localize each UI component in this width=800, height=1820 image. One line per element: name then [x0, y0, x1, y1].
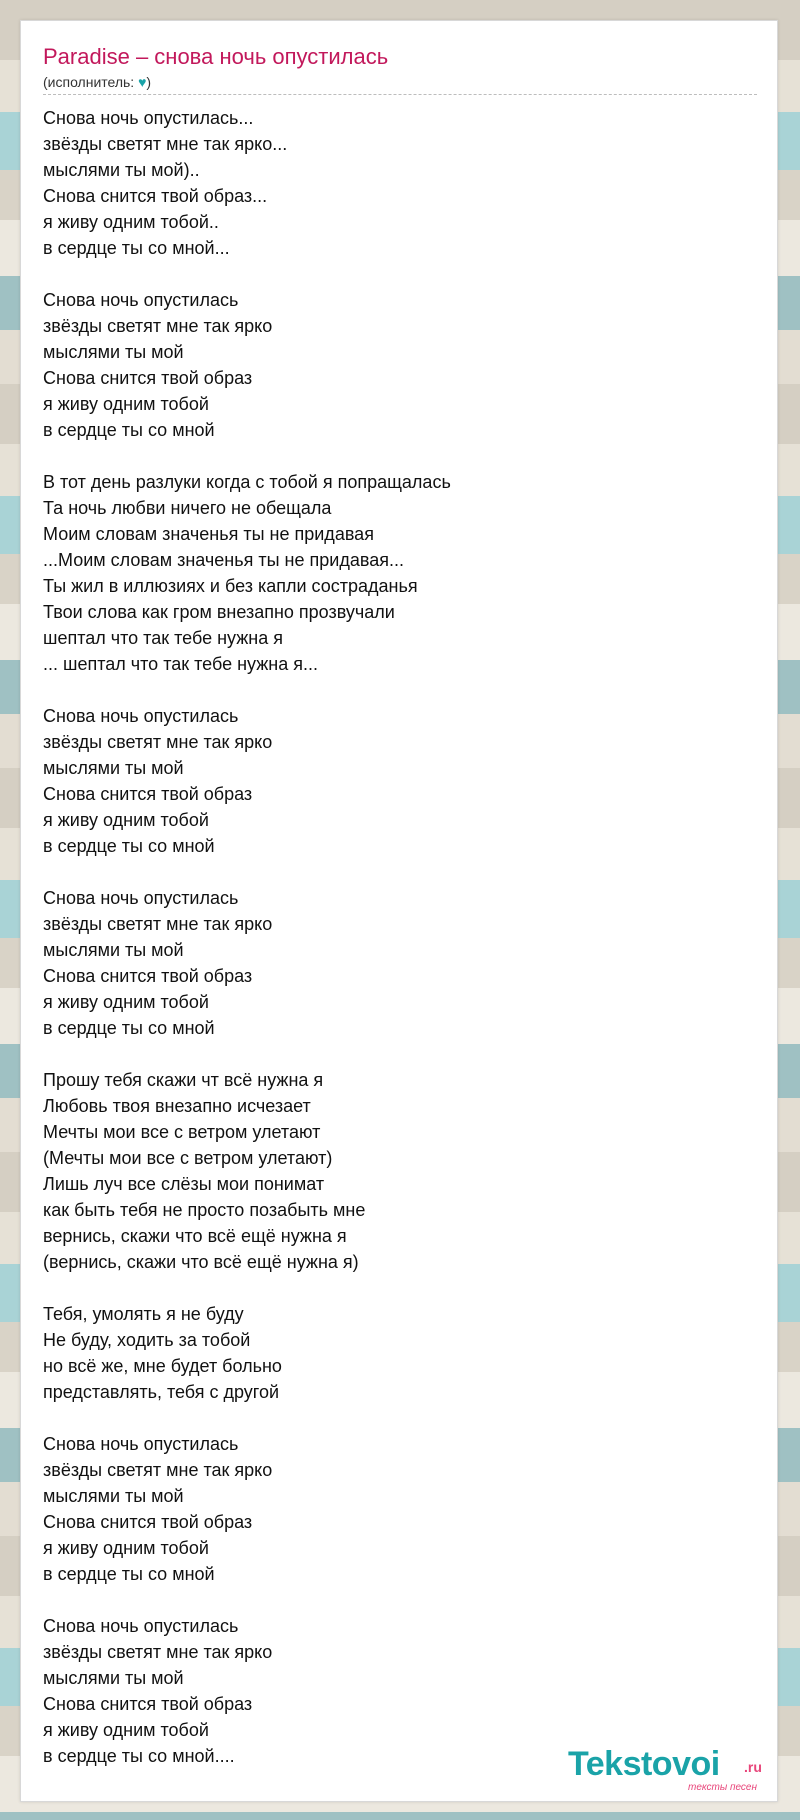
- stanza-gap: [43, 1041, 757, 1067]
- lyric-line: я живу одним тобой..: [43, 212, 219, 232]
- lyric-line: Снова ночь опустилась: [43, 888, 239, 908]
- lyric-line: Снова снится твой образ: [43, 1512, 253, 1532]
- lyric-line: Снова снится твой образ: [43, 784, 253, 804]
- lyric-line: Прошу тебя скажи чт всё нужна я: [43, 1070, 324, 1090]
- lyric-line: Любовь твоя внезапно исчезает: [43, 1096, 311, 1116]
- song-header: [43, 43, 757, 95]
- lyric-line: Твои слова как гром внезапно прозвучали: [43, 602, 395, 622]
- lyric-line: мыслями ты мой)..: [43, 160, 200, 180]
- lyric-line: (Мечты мои все с ветром улетают): [43, 1148, 333, 1168]
- lyric-line: (вернись, скажи что всё ещё нужна я): [43, 1252, 359, 1272]
- lyric-line: мыслями ты мой: [43, 1486, 184, 1506]
- lyric-line: Мечты мои все с ветром улетают: [43, 1122, 321, 1142]
- lyric-line: шептал что так тебе нужна я: [43, 628, 283, 648]
- artist-line: [43, 73, 757, 95]
- lyric-line: в сердце ты со мной....: [43, 1746, 235, 1766]
- lyric-line: но всё же, мне будет больно: [43, 1356, 282, 1376]
- lyric-line: Снова ночь опустилась...: [43, 108, 254, 128]
- lyric-line: Та ночь любви ничего не обещала: [43, 498, 332, 518]
- lyric-line: Ты жил в иллюзиях и без капли сострaданья: [43, 576, 418, 596]
- stanza-gap: [43, 1275, 757, 1301]
- lyric-line: в сердце ты со мной: [43, 1018, 215, 1038]
- lyric-line: звёзды светят мне так ярко: [43, 316, 273, 336]
- lyric-line: Снова снится твой образ: [43, 1694, 253, 1714]
- lyric-line: В тот день разлуки когда с тобой я попращалась: [43, 472, 451, 492]
- lyric-line: звёзды светят мне так ярко: [43, 1642, 273, 1662]
- lyric-line: Снова ночь опустилась: [43, 1616, 239, 1636]
- stanza-gap: [43, 1405, 757, 1431]
- lyric-line: в сердце ты со мной: [43, 1564, 215, 1584]
- lyric-line: я живу одним тобой: [43, 1538, 209, 1558]
- lyric-line: как быть тебя не просто позабыть мне: [43, 1200, 366, 1220]
- lyric-line: Лишь луч все слёзы мои понимат: [43, 1174, 325, 1194]
- lyric-line: звёзды светят мне так ярко: [43, 732, 273, 752]
- tekstovoi-logo[interactable]: [568, 1744, 772, 1794]
- artist-prefix: (исполнитель:: [43, 74, 139, 90]
- lyric-line: я живу одним тобой: [43, 992, 209, 1012]
- stanza-gap: [43, 859, 757, 885]
- lyric-line: представлять, тебя с другой: [43, 1382, 280, 1402]
- lyric-line: мыслями ты мой: [43, 342, 184, 362]
- lyric-line: в сердце ты со мной...: [43, 238, 230, 258]
- lyric-line: Тебя, умолять я не буду: [43, 1304, 244, 1324]
- stanza-gap: [43, 261, 757, 287]
- lyric-line: мыслями ты мой: [43, 1668, 184, 1688]
- artist-suffix: ): [146, 74, 152, 90]
- lyric-line: Снова ночь опустилась: [43, 1434, 239, 1454]
- lyric-line: Не буду, ходить за тобой: [43, 1330, 251, 1350]
- heart-icon[interactable]: ♥: [138, 74, 147, 90]
- lyric-line: Моим словам значенья ты не придавая: [43, 524, 374, 544]
- lyric-line: звёзды светят мне так ярко...: [43, 134, 288, 154]
- lyric-line: я живу одним тобой: [43, 1720, 209, 1740]
- lyric-line: я живу одним тобой: [43, 394, 209, 414]
- lyric-line: Снова снится твой образ: [43, 368, 253, 388]
- stanza-gap: [43, 1587, 757, 1613]
- stanza-gap: [43, 677, 757, 703]
- lyric-line: звёзды светят мне так ярко: [43, 914, 273, 934]
- logo-tagline: тексты песен: [688, 1782, 757, 1793]
- lyric-line: Снова снится твой образ...: [43, 186, 268, 206]
- lyric-line: ... шептал что так тебе нужна я...: [43, 654, 318, 674]
- lyric-line: вернись, скажи что всё ещё нужна я: [43, 1226, 347, 1246]
- page-title: Paradise – снова ночь опустилась: [43, 44, 389, 69]
- logo-domain: .ru: [744, 1759, 762, 1775]
- lyrics-card: [20, 20, 778, 1802]
- lyrics-text: [43, 105, 757, 1769]
- lyric-line: мыслями ты мой: [43, 940, 184, 960]
- lyric-line: звёзды светят мне так ярко: [43, 1460, 273, 1480]
- logo-wordmark: Tekstovoi: [568, 1745, 720, 1783]
- lyric-line: Снова ночь опустилась: [43, 290, 239, 310]
- lyric-line: Снова ночь опустилась: [43, 706, 239, 726]
- lyric-line: Снова снится твой образ: [43, 966, 253, 986]
- lyric-line: в сердце ты со мной: [43, 836, 215, 856]
- lyric-line: в сердце ты со мной: [43, 420, 215, 440]
- lyric-line: мыслями ты мой: [43, 758, 184, 778]
- lyric-line: ...Моим словам значенья ты не придавая...: [43, 550, 404, 570]
- stanza-gap: [43, 443, 757, 469]
- lyric-line: я живу одним тобой: [43, 810, 209, 830]
